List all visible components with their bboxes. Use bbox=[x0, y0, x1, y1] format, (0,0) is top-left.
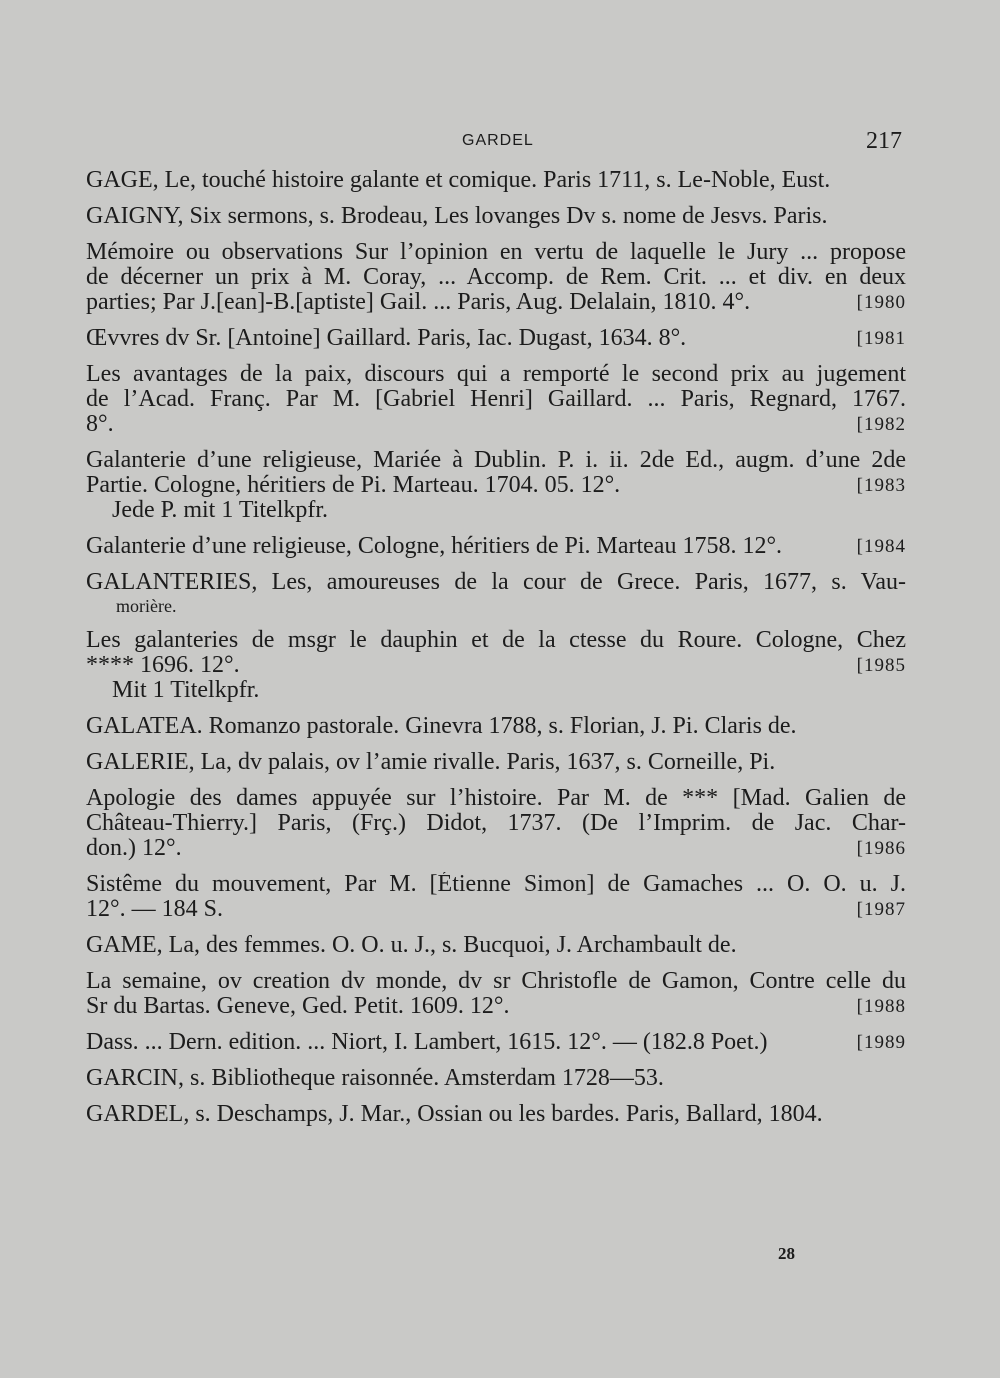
entry-line: Sr du Bartas. Geneve, Ged. Petit. 1609. 12°. bbox=[86, 994, 510, 1019]
entry-line: don.) 12°. bbox=[86, 836, 182, 861]
entry-line: **** 1696. 12°. bbox=[86, 653, 240, 678]
entry-garcin bbox=[86, 1066, 906, 1091]
entry-line: Partie. Cologne, héritiers de Pi. Marteau. 1704. 05. 12°. bbox=[86, 473, 621, 498]
entry-line: GALANTERIES, Les, amoureuses de la cour de Grece. Paris, 1677, s. Vau- bbox=[86, 570, 906, 595]
entry-line: GAGE, Le, touché histoire galante et comique. Paris 1711, s. Le-Noble, Eust. bbox=[86, 168, 831, 193]
page-number: 217 bbox=[866, 128, 902, 154]
entry-line: GALERIE, La, dv palais, ov l’amie rivalle. Paris, 1637, s. Corneille, Pi. bbox=[86, 750, 776, 775]
entry-1985 bbox=[86, 628, 906, 703]
entry-list bbox=[86, 168, 906, 1138]
entry-line: de décerner un prix à M. Coray, ... Accomp. de Rem. Crit. ... et div. en deux bbox=[86, 265, 906, 290]
running-head-title: GARDEL bbox=[462, 132, 534, 149]
entry-number: [1989 bbox=[856, 1032, 906, 1053]
entry-number: [1988 bbox=[856, 996, 906, 1017]
entry-line: Apologie des dames appuyée sur l’histoire. Par M. de *** [Mad. Galien de bbox=[86, 786, 906, 811]
entry-line: Œvvres dv Sr. [Antoine] Gaillard. Paris, Iac. Dugast, 1634. 8°. bbox=[86, 326, 687, 351]
entry-1986 bbox=[86, 786, 906, 861]
entry-1982 bbox=[86, 362, 906, 437]
entry-line: GARDEL, s. Deschamps, J. Mar., Ossian ou les bardes. Paris, Ballard, 1804. bbox=[86, 1102, 823, 1127]
signature-mark: 28 bbox=[778, 1244, 795, 1263]
entry-number: [1982 bbox=[856, 414, 906, 435]
entry-1984 bbox=[86, 534, 906, 559]
entry-line: La semaine, ov creation dv monde, dv sr Christofle de Gamon, Contre celle du bbox=[86, 969, 906, 994]
entry-line: Dass. ... Dern. edition. ... Niort, I. Lambert, 1615. 12°. — (182.8 Poet.) bbox=[86, 1030, 768, 1055]
entry-number: [1986 bbox=[856, 838, 906, 859]
entry-line: GALATEA. Romanzo pastorale. Ginevra 1788, s. Florian, J. Pi. Claris de. bbox=[86, 714, 797, 739]
entry-1983 bbox=[86, 448, 906, 523]
entry-galanteries bbox=[86, 570, 906, 617]
entry-line: GARCIN, s. Bibliotheque raisonnée. Amsterdam 1728—53. bbox=[86, 1066, 664, 1091]
entry-note: Jede P. mit 1 Titelkpfr. bbox=[112, 498, 329, 523]
entry-galerie bbox=[86, 750, 906, 775]
entry-1987 bbox=[86, 872, 906, 922]
entry-line: de l’Acad. Franç. Par M. [Gabriel Henri] Gaillard. ... Paris, Regnard, 1767. bbox=[86, 387, 906, 412]
entry-1989 bbox=[86, 1030, 906, 1055]
entry-line: Sistême du mouvement, Par M. [Étienne Simon] de Gamaches ... O. O. u. J. bbox=[86, 872, 906, 897]
entry-line: GAIGNY, Six sermons, s. Brodeau, Les lovanges Dv s. nome de Jesvs. Paris. bbox=[86, 204, 828, 229]
entry-1980 bbox=[86, 240, 906, 315]
entry-continuation: morière. bbox=[116, 596, 177, 616]
entry-number: [1981 bbox=[856, 328, 906, 349]
entry-1988 bbox=[86, 969, 906, 1019]
entry-number: [1980 bbox=[856, 292, 906, 313]
entry-line: Mémoire ou observations Sur l’opinion en vertu de laquelle le Jury ... propose bbox=[86, 240, 906, 265]
entry-line: GAME, La, des femmes. O. O. u. J., s. Bucquoi, J. Archambault de. bbox=[86, 933, 737, 958]
entry-number: [1984 bbox=[856, 536, 906, 557]
entry-line: Les galanteries de msgr le dauphin et de la ctesse du Roure. Cologne, Chez bbox=[86, 628, 906, 653]
entry-galatea bbox=[86, 714, 906, 739]
entry-gaigny bbox=[86, 204, 906, 229]
entry-line: 8°. bbox=[86, 412, 114, 437]
entry-number: [1987 bbox=[856, 899, 906, 920]
entry-gardel bbox=[86, 1102, 906, 1127]
entry-line: Galanterie d’une religieuse, Mariée à Dublin. P. i. ii. 2de Ed., augm. d’une 2de bbox=[86, 448, 906, 473]
entry-note: Mit 1 Titelkpfr. bbox=[112, 678, 260, 703]
entry-line: 12°. — 184 S. bbox=[86, 897, 223, 922]
entry-number: [1983 bbox=[856, 475, 906, 496]
entry-line: Galanterie d’une religieuse, Cologne, héritiers de Pi. Marteau 1758. 12°. bbox=[86, 534, 783, 559]
entry-1981 bbox=[86, 326, 906, 351]
entry-number: [1985 bbox=[856, 655, 906, 676]
entry-line: Château-Thierry.] Paris, (Frç.) Didot, 1737. (De l’Imprim. de Jac. Char- bbox=[86, 811, 906, 836]
entry-game bbox=[86, 933, 906, 958]
entry-line: Les avantages de la paix, discours qui a remporté le second prix au jugement bbox=[86, 362, 906, 387]
entry-gage bbox=[86, 168, 906, 193]
running-head bbox=[0, 128, 1000, 158]
entry-line: parties; Par J.[ean]-B.[aptiste] Gail. ... Paris, Aug. Delalain, 1810. 4°. bbox=[86, 290, 751, 315]
